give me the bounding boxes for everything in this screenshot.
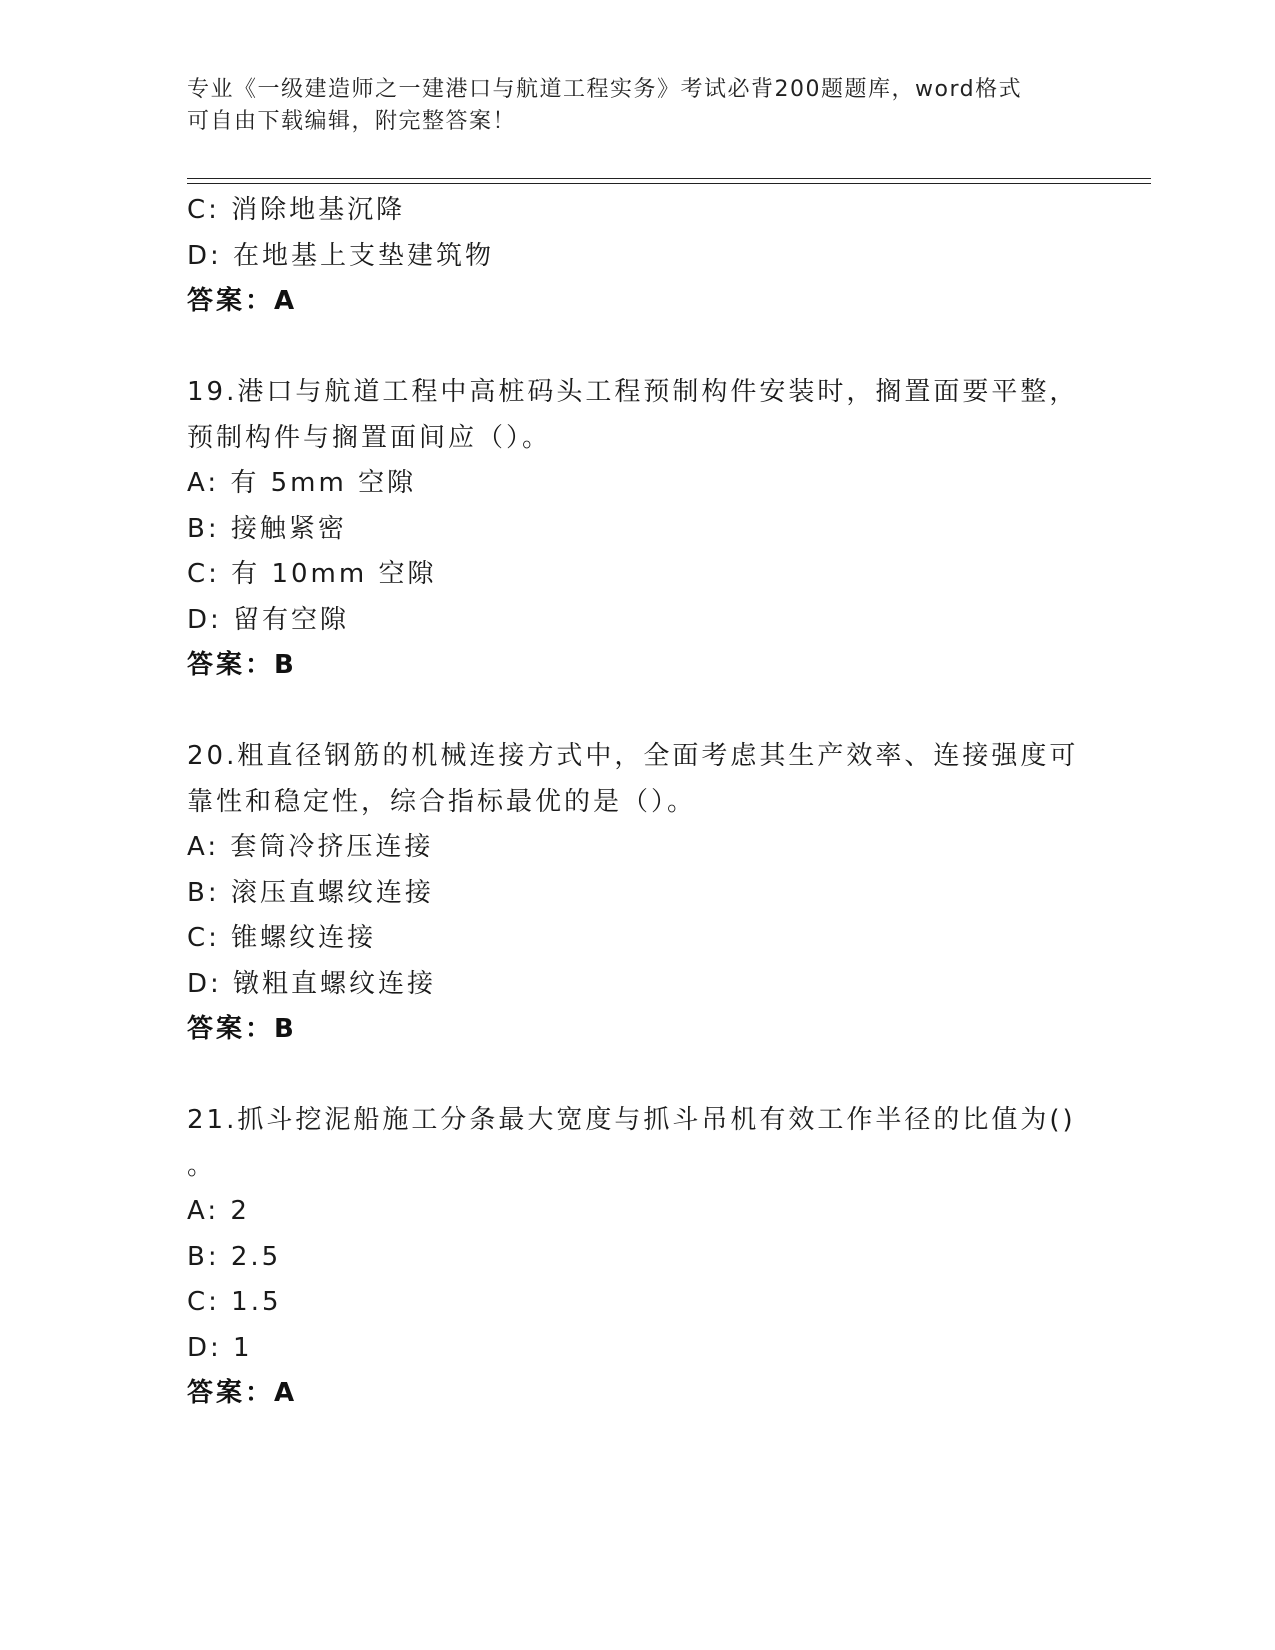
spacer [187, 1053, 1087, 1099]
document-body [187, 188, 1087, 1417]
q20-option-b: B: 滚压直螺纹连接 [187, 877, 434, 908]
spacer [187, 689, 1087, 735]
q21-answer: 答案：A [187, 1378, 298, 1408]
q20-option-c: C: 锥螺纹连接 [187, 923, 377, 953]
q21-option-a: A: 2 [187, 1196, 250, 1226]
q21-option-d: D: 1 [187, 1332, 253, 1363]
q20-stem-line-1: 20.粗直径钢筋的机械连接方式中，全面考虑其生产效率、连接强度可 [187, 741, 1079, 771]
q20-stem-line-2: 靠性和稳定性，综合指标最优的是（）。 [187, 786, 697, 817]
page-header [187, 74, 1067, 138]
q19-option-a: A: 有 5mm 空隙 [187, 468, 417, 498]
question-18 [187, 188, 1087, 325]
question-20 [187, 734, 1087, 1053]
question-21 [187, 1098, 1087, 1417]
question-19 [187, 370, 1087, 689]
q19-stem-line-1: 19.港口与航道工程中高桩码头工程预制构件安装时，搁置面要平整， [187, 377, 1079, 407]
header-rule-top [187, 178, 1151, 179]
q20-option-d: D: 镦粗直螺纹连接 [187, 968, 437, 999]
q21-option-c: C: 1.5 [187, 1287, 282, 1317]
q18-option-c: C: 消除地基沉降 [187, 195, 406, 225]
q19-option-c: C: 有 10mm 空隙 [187, 559, 437, 589]
q18-answer: 答案：A [187, 286, 298, 316]
q21-stem-line-2: 。 [187, 1150, 217, 1181]
q19-option-d: D: 留有空隙 [187, 604, 350, 635]
q20-answer: 答案：B [187, 1014, 297, 1044]
q19-stem-line-2: 预制构件与搁置面间应（）。 [187, 422, 552, 453]
header-line-1: 专业《一级建造师之一建港口与航道工程实务》考试必背200题题库，word格式 [187, 77, 1023, 102]
spacer [187, 325, 1087, 371]
header-line-2: 可自由下载编辑，附完整答案！ [187, 109, 517, 134]
q18-option-d: D: 在地基上支垫建筑物 [187, 240, 495, 271]
header-rule-bottom [187, 183, 1151, 184]
q21-option-b: B: 2.5 [187, 1241, 282, 1272]
q19-option-b: B: 接触紧密 [187, 513, 347, 544]
q19-answer: 答案：B [187, 650, 297, 680]
q21-stem-line-1: 21.抓斗挖泥船施工分条最大宽度与抓斗吊机有效工作半径的比值为() [187, 1105, 1076, 1135]
q20-option-a: A: 套筒冷挤压连接 [187, 832, 434, 862]
